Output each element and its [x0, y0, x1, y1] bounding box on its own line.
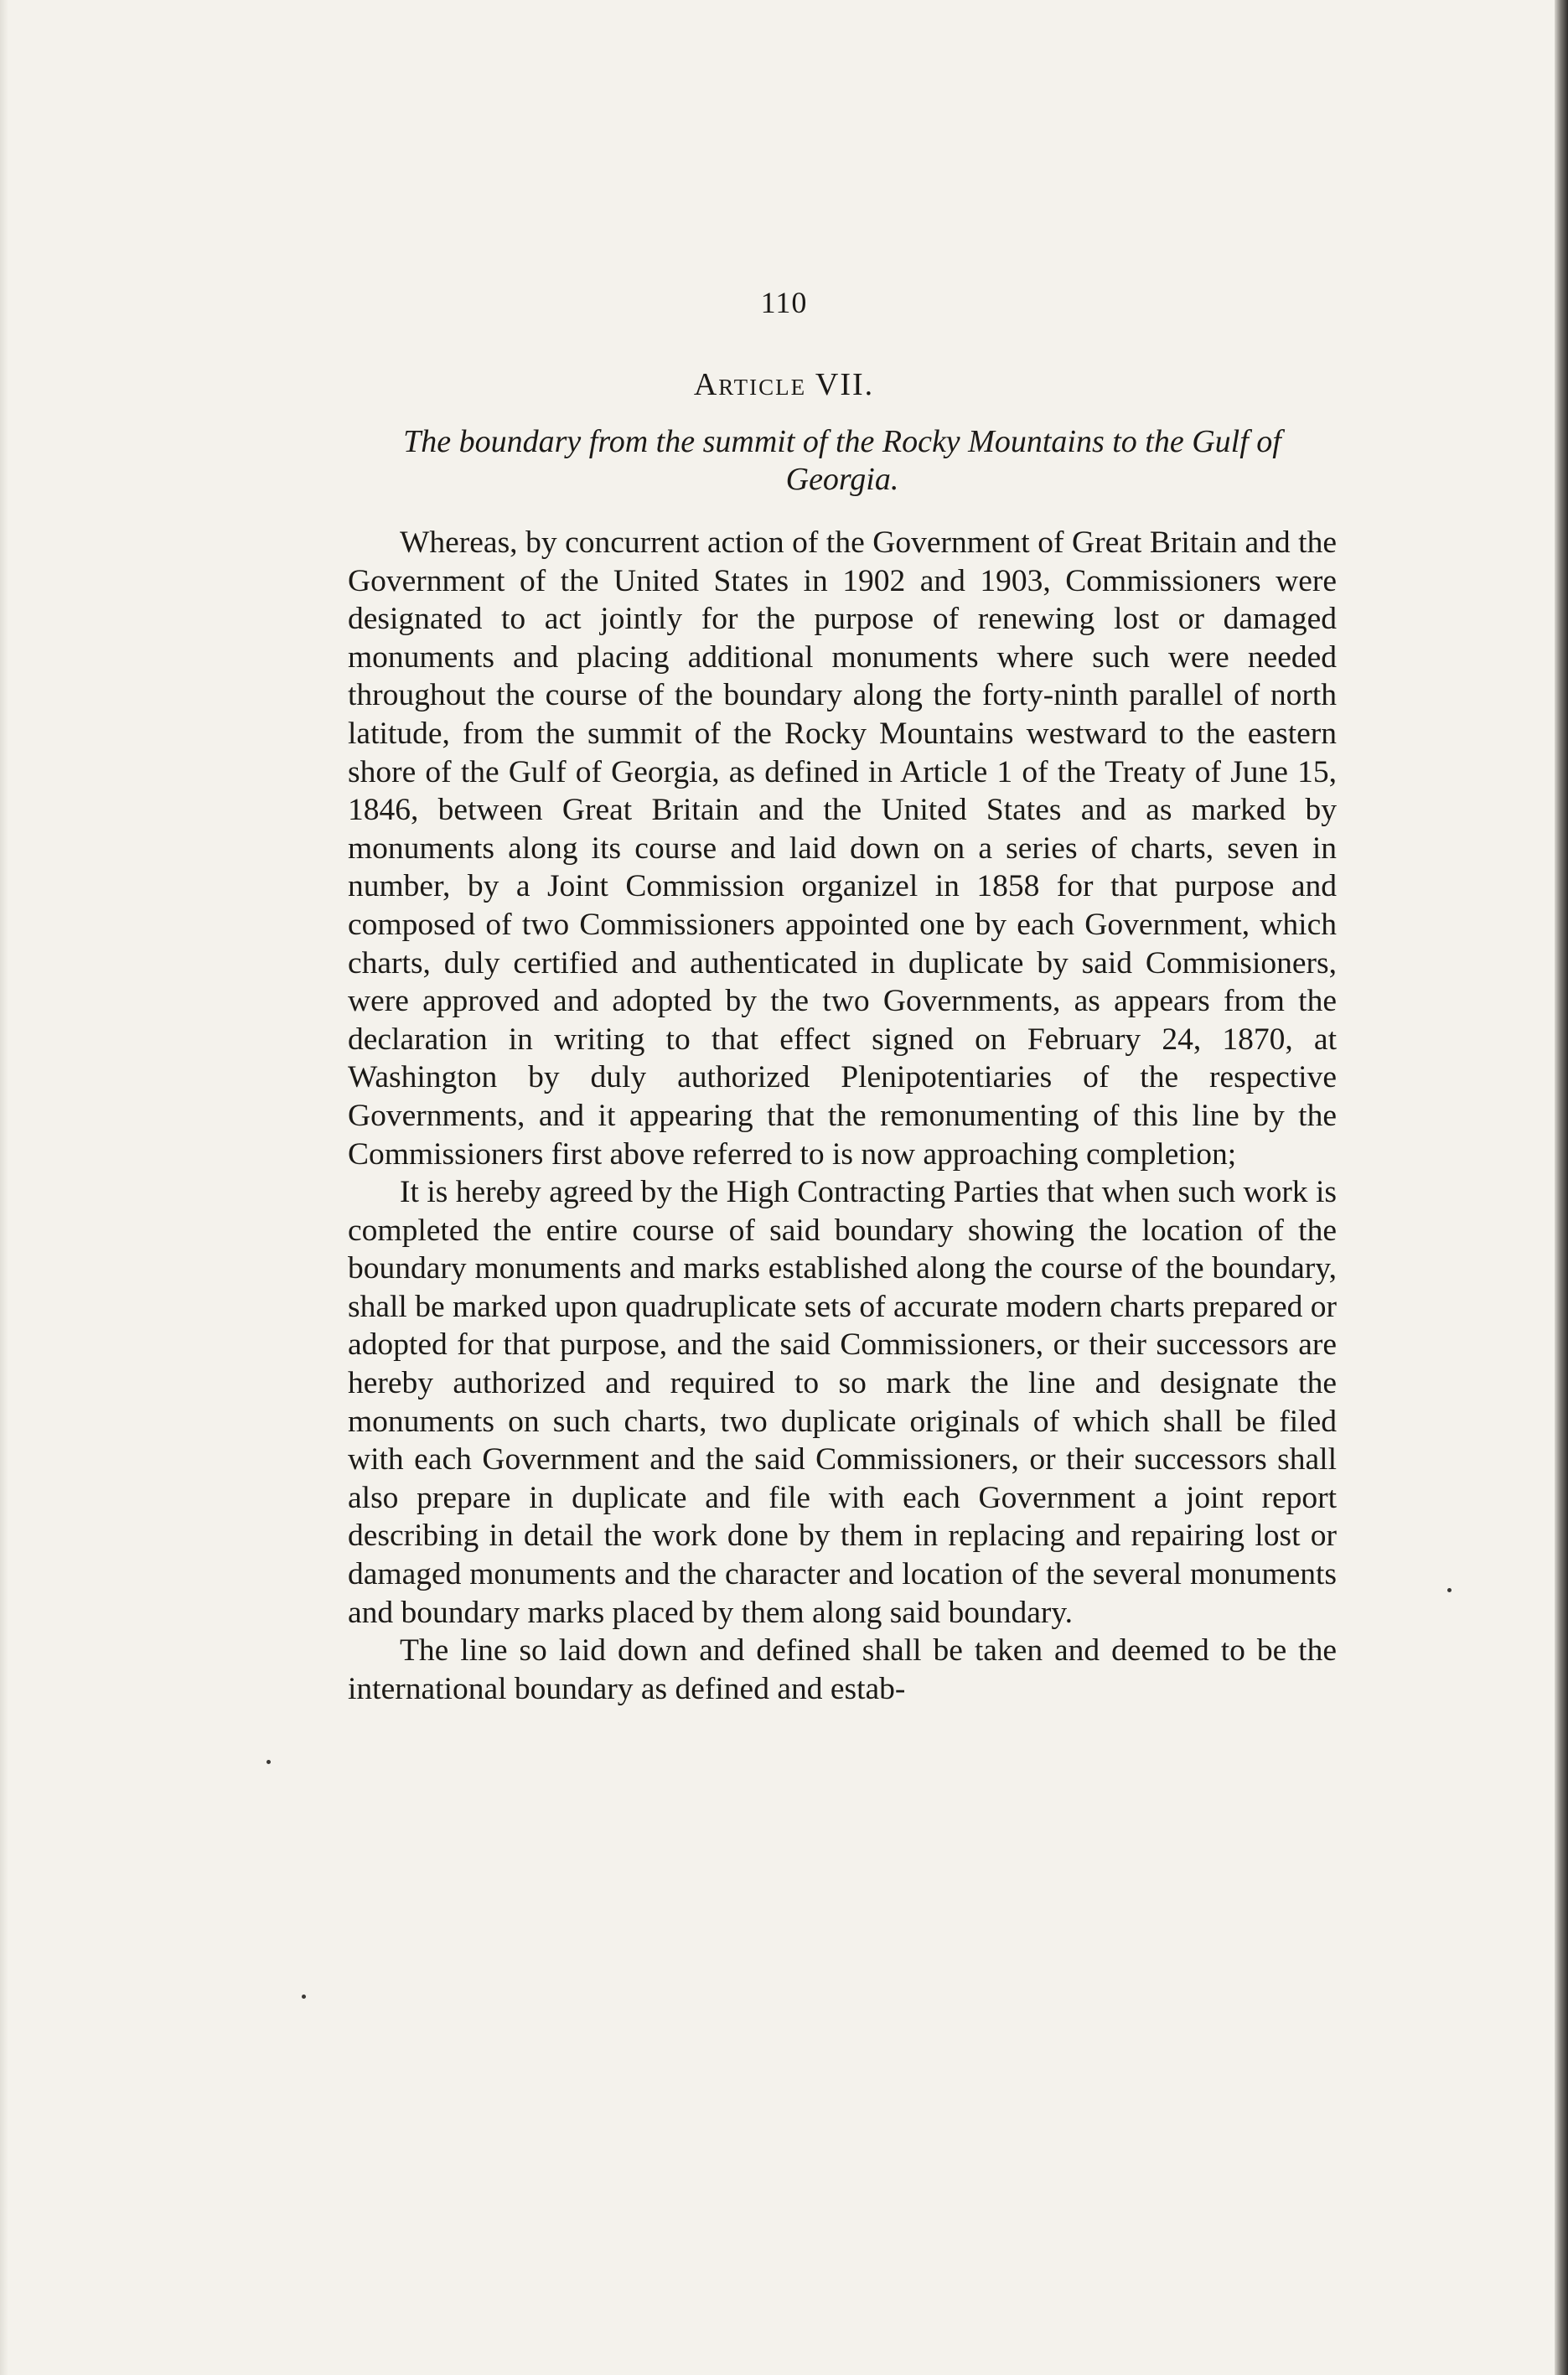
- body-paragraph-1: Whereas, by concurrent action of the Government of Great Britain and the Government of the United States in 1902 and 1903, Commissioners were designated to act jointly for the purpose of renewing lost or damaged monuments and placing additional monuments where such were needed throughout the course of the boundary along the forty-ninth parallel of north latitude, from the summit of the Rocky Mountains westward to the eastern shore of the Gulf of Georgia, as defined in Article 1 of the Treaty of June 15, 1846, between Great Britain and the United States and as marked by monuments along its course and laid down on a series of charts, seven in number, by a Joint Commission organizel in 1858 for that purpose and composed of two Commissioners appointed one by each Government, which charts, duly certified and authenticated in duplicate by said Commisioners, were approved and adopted by the two Governments, as appears from the declaration in writing to that effect signed on February 24, 1870, at Washington by duly authorized Plenipotentiaries of the respective Governments, and it appearing that the remonumenting of this line by the Commissioners first above referred to is now approaching completion;: [348, 525, 1337, 1172]
- page-number: 110: [760, 286, 808, 319]
- body-paragraph-2: It is hereby agreed by the High Contracting Parties that when such work is completed the entire course of said boundary showing the location of the boundary monuments and marks established along the course of the boundary, shall be marked upon quadruplicate sets of accurate modern charts prepared or adopted for that purpose, and the said Commissioners, or their successors are hereby authorized and required to so mark the line and designate the monuments on such charts, two duplicate originals of which shall be filed with each Government and the said Commissioners, or their successors shall also prepare in duplicate and file with each Government a joint report describing in detail the work done by them in replacing and repairing lost or damaged monuments and the character and location of the several monuments and boundary marks placed by them along said boundary.: [348, 1175, 1337, 1630]
- scan-speck: [302, 1995, 306, 1999]
- article-subtitle: The boundary from the summit of the Rocky Mountains to the Gulf of Georgia.: [403, 424, 1281, 497]
- body-paragraph-3: The line so laid down and defined shall be taken and deemed to be the international boundary as defined and estab-: [348, 1633, 1337, 1706]
- article-heading: Article VII.: [693, 367, 875, 402]
- scan-speck: [1447, 1588, 1452, 1592]
- scan-edge-right: [1555, 0, 1568, 2375]
- scan-speck: [267, 1760, 271, 1764]
- scan-edge-left: [0, 0, 8, 2375]
- article-body: [348, 524, 1337, 1708]
